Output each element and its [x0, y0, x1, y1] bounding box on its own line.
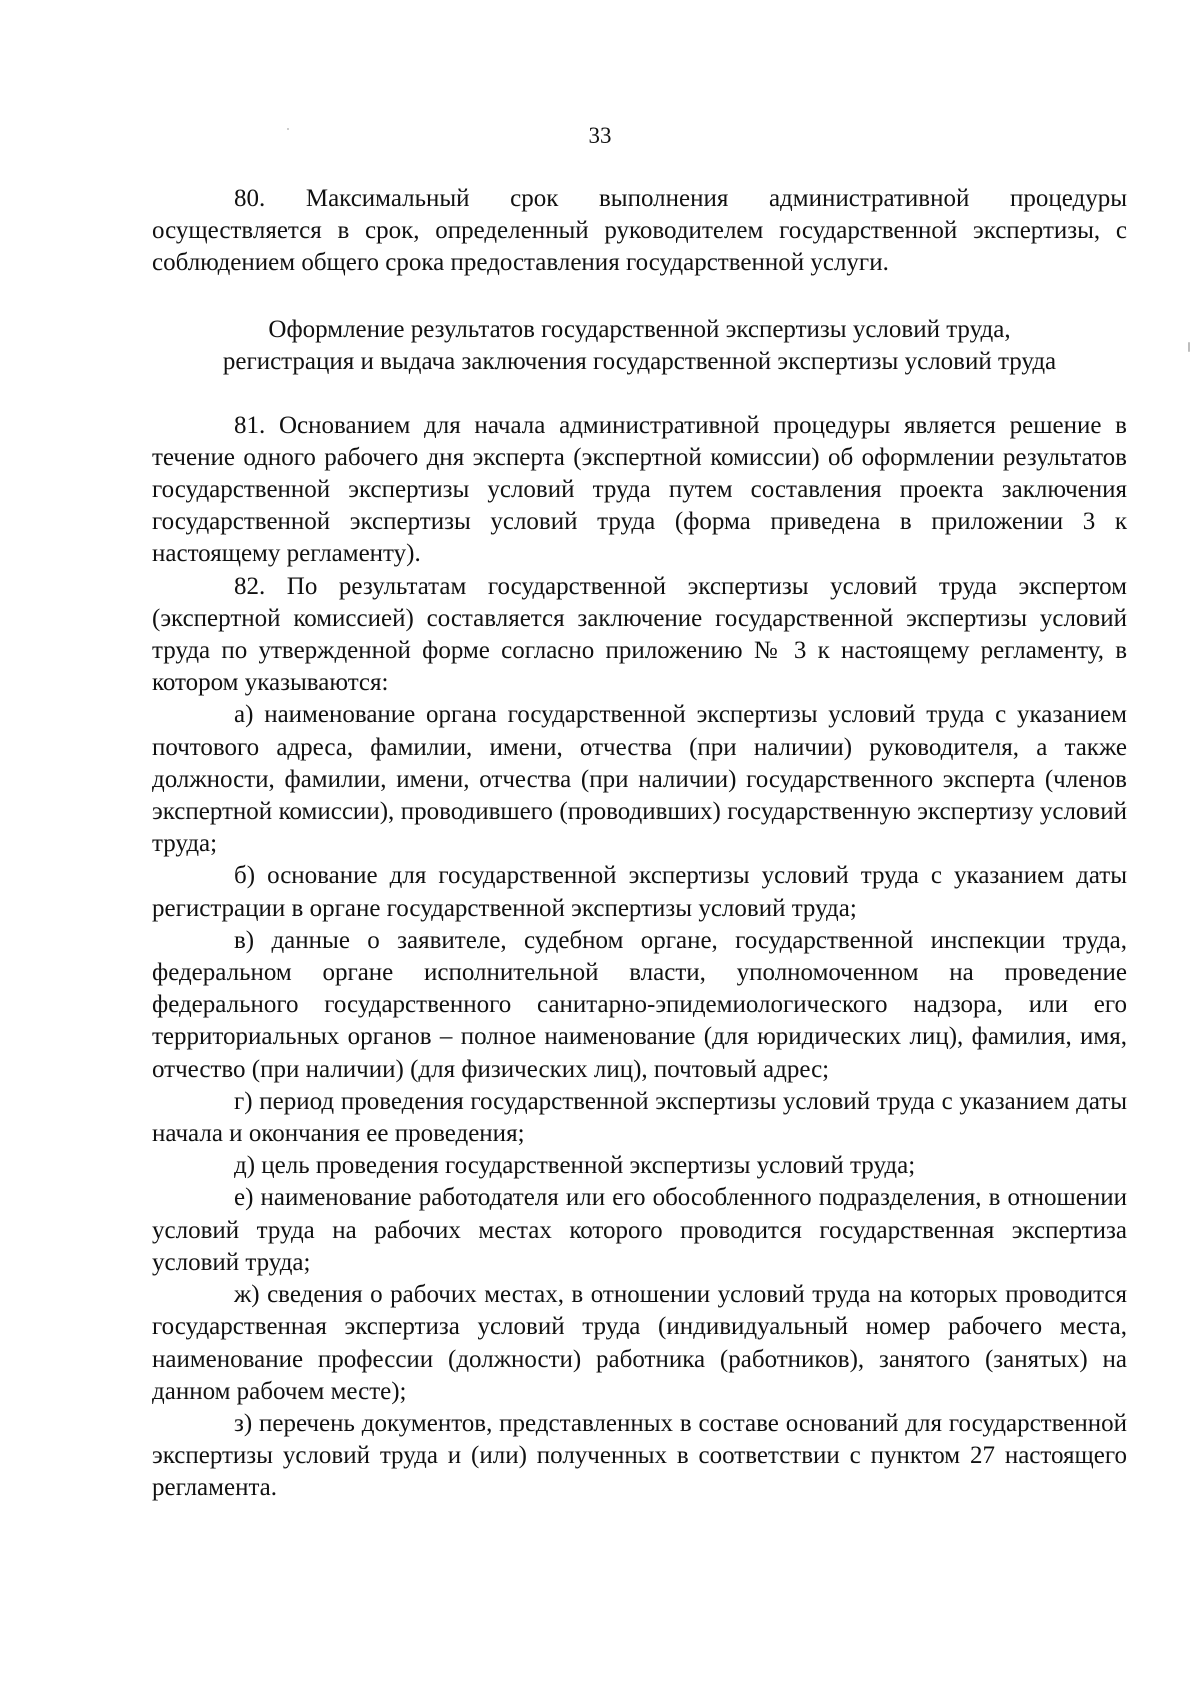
list-item-zh: ж) сведения о рабочих местах, в отношении условий труда на которых проводится государственная экспертиза условий труда (индивидуальный номер рабочего места, наименование профессии (должности) работника (работников), занятого (занятых) на данном рабочем месте);	[152, 1281, 1127, 1405]
section-heading-line-1: Оформление результатов государственной экспертизы условий труда,	[268, 315, 1011, 343]
list-item-e: е) наименование работодателя или его обособленного подразделения, в отношении условий труда на рабочих местах которого проводится государственная экспертиза условий труда;	[152, 1184, 1127, 1276]
list-item-a: а) наименование органа государственной экспертизы условий труда с указанием почтового адреса, фамилии, имени, отчества (при наличии) руководителя, а также должности, фамилии, имени, отчества (при наличии) государственного эксперта (членов экспертной комиссии), проводившего (проводивших) государственную экспертизу условий труда;	[152, 701, 1127, 858]
document-body	[152, 183, 1127, 1505]
page-number: 33	[588, 123, 612, 148]
paragraph-81: 81. Основанием для начала административной процедуры является решение в течение одного рабочего дня эксперта (экспертной комиссии) об оформлении результатов государственной экспертизы условий труда путем составления проекта заключения государственной экспертизы условий труда (форма приведена в приложении 3 к настоящему регламенту).	[152, 411, 1127, 568]
section-heading-line-2: регистрация и выдача заключения государственной экспертизы условий труда	[222, 348, 1057, 376]
paragraph-80: 80. Максимальный срок выполнения административной процедуры осуществляется в срок, определенный руководителем государственной экспертизы, с соблюдением общего срока предоставления государственной услуги.	[152, 185, 1127, 277]
list-item-z: з) перечень документов, представленных в составе оснований для государственной экспертизы условий труда и (или) полученных в соответствии с пунктом 27 настоящего регламента.	[152, 1409, 1127, 1502]
scan-speck	[287, 128, 289, 130]
paragraph-82: 82. По результатам государственной экспертизы условий труда экспертом (экспертной комиссией) составляется заключение государственной экспертизы условий труда по утвержденной форме согласно приложению № 3 к настоящему регламенту, в котором указываются:	[152, 572, 1127, 697]
section-heading	[152, 314, 1127, 379]
list-item-d: д) цель проведения государственной экспертизы условий труда;	[234, 1152, 916, 1180]
scan-speck	[1188, 342, 1190, 352]
list-item-b: б) основание для государственной экспертизы условий труда с указанием даты регистрации в органе государственной экспертизы условий труда;	[152, 862, 1127, 922]
list-item-g: г) период проведения государственной экспертизы условий труда с указанием даты начала и окончания ее проведения;	[152, 1087, 1127, 1148]
list-item-v: в) данные о заявителе, судебном органе, государственной инспекции труда, федеральном органе исполнительной власти, уполномоченном на проведение федерального государственного санитарно-эпидемиологического надзора, или его территориальных органов – полное наименование (для юридических лиц), фамилия, имя, отчество (при наличии) (для физических лиц), почтовый адрес;	[152, 926, 1127, 1083]
